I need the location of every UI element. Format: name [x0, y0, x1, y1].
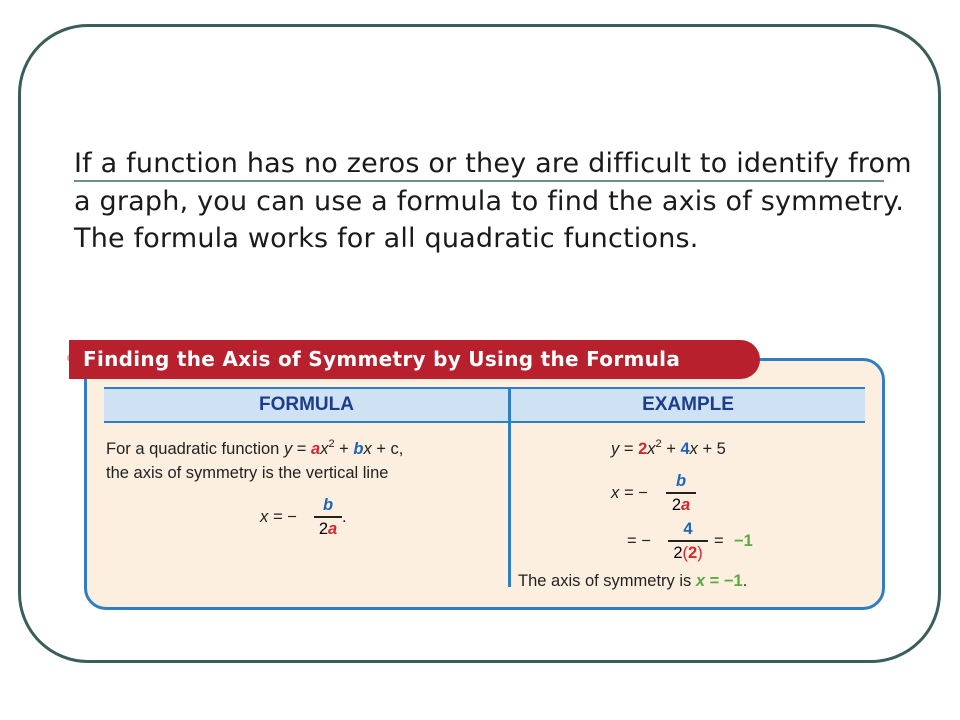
step2-paren-close: )	[697, 543, 703, 562]
formula-line-2: the axis of symmetry is the vertical line	[106, 464, 389, 482]
step1-fraction	[666, 471, 696, 515]
formula-y: y	[283, 440, 293, 458]
step2-fraction	[668, 519, 708, 563]
formula-line-1-text: For a quadratic function	[106, 440, 284, 458]
step2-paren-open: (	[682, 543, 688, 562]
formula-plus: +	[334, 440, 354, 458]
example-exponent: 2	[655, 438, 662, 450]
example-plus: +	[661, 440, 681, 458]
formula-fraction-bar	[314, 516, 342, 518]
intro-paragraph: If a function has no zeros or they are difficult to identify from a graph, you can use a formula to find the axis of symmetry. The formula works for all quadratic functions.	[74, 148, 912, 254]
step2-den-value: 2	[688, 543, 698, 562]
example-y: y	[611, 440, 620, 458]
formula-period: .	[342, 508, 347, 526]
step2-denominator	[668, 543, 708, 563]
example-equals: =	[619, 440, 639, 458]
conclusion-value: = −1	[705, 572, 743, 590]
formula-den-a: a	[328, 519, 338, 538]
step1-fraction-bar	[666, 492, 696, 494]
formula-x: x	[363, 440, 372, 458]
conclusion-text: The axis of symmetry is	[518, 572, 696, 590]
example-x: x	[689, 440, 698, 458]
conclusion-period: .	[742, 572, 748, 590]
step1-denominator	[666, 495, 696, 515]
step2-result: −1	[734, 532, 753, 550]
example-b-value: 4	[680, 440, 690, 458]
formula-header: FORMULA	[104, 387, 509, 423]
box-title-banner: Finding the Axis of Symmetry by Using the Formula	[69, 340, 760, 379]
step1-lhs: x = −	[611, 484, 648, 502]
example-x-squared: x	[647, 440, 656, 458]
step1-den-a: a	[681, 495, 691, 514]
formula-fraction-numerator: b	[322, 496, 334, 514]
step1-den-two: 2	[671, 495, 681, 514]
formula-b: b	[353, 440, 364, 458]
column-divider	[508, 387, 511, 587]
step1-numerator: b	[675, 472, 687, 490]
formula-line-1	[106, 440, 403, 459]
formula-den-two: 2	[318, 519, 328, 538]
formula-exponent: 2	[328, 438, 335, 450]
formula-fraction	[314, 495, 342, 539]
step2-lhs: = −	[627, 532, 651, 550]
formula-fraction-denominator	[314, 519, 342, 539]
formula-plus-c: + c,	[371, 440, 404, 458]
step2-numerator: 4	[683, 520, 693, 538]
formula-x-squared: x	[320, 440, 329, 458]
formula-a: a	[311, 440, 321, 458]
example-a-value: 2	[638, 440, 648, 458]
conclusion-line	[518, 572, 747, 591]
step2-fraction-bar	[668, 540, 708, 542]
formula-equals: =	[292, 440, 311, 458]
example-header: EXAMPLE	[511, 387, 865, 423]
step2-equals: =	[714, 532, 724, 550]
conclusion-x: x	[695, 572, 706, 590]
example-equation	[611, 440, 726, 459]
example-plus-five: + 5	[697, 440, 726, 458]
formula-x-equals: x = −	[260, 508, 297, 526]
step2-den-two: 2	[673, 543, 683, 562]
